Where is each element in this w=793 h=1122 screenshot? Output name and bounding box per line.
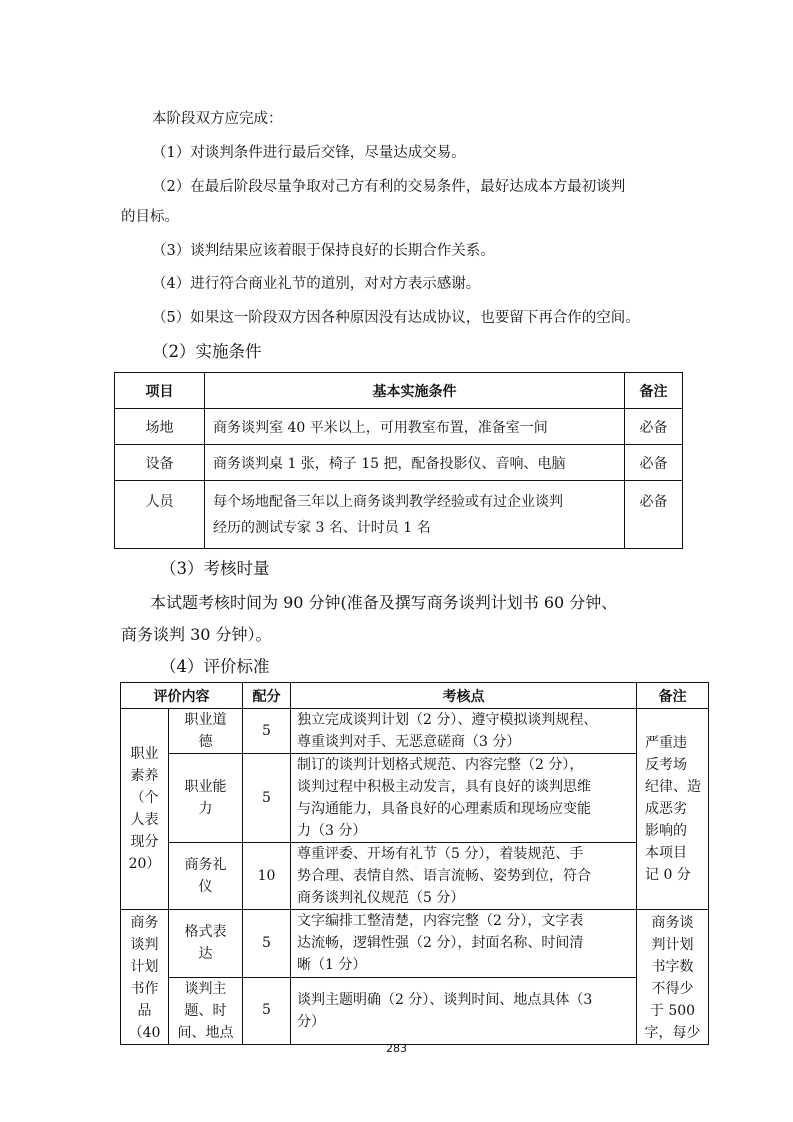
row-condition: 商务谈判室 40 平米以上，可用教室布置，准备室一间 xyxy=(205,409,625,445)
row-condition xyxy=(205,481,625,549)
group-label-line: 职业 xyxy=(130,746,159,762)
sub-item-line: 职业道 xyxy=(184,712,227,728)
remark-line: 成恶劣 xyxy=(645,801,687,817)
group-label-line: 书作 xyxy=(130,981,159,997)
header-item: 项目 xyxy=(115,373,205,409)
sub-item-line: 题、时 xyxy=(184,1002,227,1019)
header-evaluation-content: 评价内容 xyxy=(121,683,243,709)
points-line: 文字编排工整清楚，内容完整（2 分），文字表 xyxy=(297,913,584,930)
header-condition: 基本实施条件 xyxy=(205,373,625,409)
row-note: 必备 xyxy=(625,445,683,481)
points-line: 尊重评委、开场有礼节（5 分），着装规范、手 xyxy=(297,846,584,862)
remark-line: 记 0 分 xyxy=(645,867,691,883)
group-label-line: 谈判 xyxy=(130,937,159,953)
group-label-line: 商务 xyxy=(130,915,159,931)
group-remarks-professional-quality xyxy=(637,709,709,910)
group-label-line: 20） xyxy=(128,856,161,872)
points-line: 力（3 分） xyxy=(297,823,367,839)
score-cell: 5 xyxy=(243,977,291,1045)
group-label-line: （个 xyxy=(130,790,159,806)
table-row xyxy=(121,843,709,910)
sub-item-label xyxy=(169,977,243,1045)
points-line: 制订的谈判计划格式规范、内容完整（2 分）， xyxy=(297,757,584,773)
table-row xyxy=(121,910,709,978)
sub-item-label xyxy=(169,910,243,978)
remark-line: 商务谈 xyxy=(651,915,694,931)
sub-item-label xyxy=(169,709,243,754)
sub-item-line: 仪 xyxy=(198,879,213,895)
remark-line: 影响的 xyxy=(645,823,687,839)
paragraph-item-3: （3）谈判结果应该着眼于保持良好的长期合作关系。 xyxy=(152,243,495,259)
assessment-points-cell xyxy=(291,910,637,978)
sub-item-line: 商务礼 xyxy=(184,857,227,873)
row-condition: 商务谈判桌 1 张，椅子 15 把，配备投影仪、音响、电脑 xyxy=(205,445,625,481)
points-line: 分） xyxy=(297,1013,325,1030)
points-line: 商务谈判礼仪规范（5 分） xyxy=(297,890,465,906)
conditions-header-row xyxy=(115,373,683,409)
points-line: 独立完成谈判计划（2 分）、遵守模拟谈判规程、 xyxy=(297,712,598,728)
section-heading-duration: （3）考核时量 xyxy=(160,559,270,578)
group-label-professional-quality xyxy=(121,709,169,910)
group-remarks-negotiation-plan xyxy=(637,910,709,1045)
table-row xyxy=(121,977,709,1045)
points-line: 谈判过程中积极主动发言，具有良好的谈判思维 xyxy=(297,779,591,795)
sub-item-line: 力 xyxy=(198,801,213,817)
group-label-line: 现分 xyxy=(130,834,159,850)
table-row xyxy=(121,754,709,843)
paragraph-item-2-line-2: 的目标。 xyxy=(121,209,179,225)
remark-line: 于 500 xyxy=(649,1003,696,1019)
table-row xyxy=(121,709,709,754)
row-item: 人员 xyxy=(115,481,205,549)
remark-line: 严重违 xyxy=(645,735,687,751)
group-label-line: 品 xyxy=(137,1003,152,1019)
paragraph-item-4: （4）进行符合商业礼节的道别，对对方表示感谢。 xyxy=(152,276,481,292)
points-line: 尊重谈判对手、无恶意磋商（3 分） xyxy=(297,734,521,750)
header-note: 备注 xyxy=(625,373,683,409)
page-number: 283 xyxy=(386,1042,407,1055)
header-assessment-points: 考核点 xyxy=(291,683,637,709)
score-cell: 10 xyxy=(243,843,291,910)
group-label-line: 计划 xyxy=(130,959,159,975)
table-row xyxy=(115,481,683,549)
sub-item-line: 德 xyxy=(198,734,213,750)
assessment-points-cell xyxy=(291,709,637,754)
criteria-table xyxy=(120,682,709,1045)
remark-line: 判计划 xyxy=(651,937,694,953)
paragraph-item-2-line-1: （2）在最后阶段尽量争取对己方有利的交易条件，最好达成本方最初谈判 xyxy=(152,179,626,195)
sub-item-line: 格式表 xyxy=(184,924,227,941)
section-heading-criteria: （4）评价标准 xyxy=(160,657,270,676)
points-line: 与沟通能力，具备良好的心理素质和现场应变能 xyxy=(297,801,591,817)
points-line: 势合理、表情自然、语言流畅、姿势到位，符合 xyxy=(297,868,591,884)
table-row xyxy=(115,445,683,481)
table-row xyxy=(115,409,683,445)
conditions-table xyxy=(114,372,683,549)
assessment-points-cell xyxy=(291,977,637,1045)
assessment-points-cell xyxy=(291,843,637,910)
score-cell: 5 xyxy=(243,754,291,843)
row-note: 必备 xyxy=(625,409,683,445)
row-item: 场地 xyxy=(115,409,205,445)
assessment-points-cell xyxy=(291,754,637,843)
group-label-line: 人表 xyxy=(130,812,159,828)
remark-line: 纪律、造 xyxy=(645,779,701,795)
group-label-line: （40 xyxy=(128,1025,161,1041)
sub-item-line: 达 xyxy=(198,946,213,963)
points-line: 达流畅，逻辑性强（2 分），封面名称、时间清 xyxy=(297,935,584,952)
condition-line: 每个场地配备三年以上商务谈判教学经验或有过企业谈判 xyxy=(213,494,563,510)
row-item: 设备 xyxy=(115,445,205,481)
criteria-header-row xyxy=(121,683,709,709)
score-cell: 5 xyxy=(243,709,291,754)
sub-item-line: 间、地点 xyxy=(177,1024,234,1041)
sub-item-line: 职业能 xyxy=(184,779,227,795)
duration-line-1: 本试题考核时间为 90 分钟(准备及撰写商务谈判计划书 60 分钟、 xyxy=(150,593,618,612)
score-cell: 5 xyxy=(243,910,291,978)
points-line: 谈判主题明确（2 分）、谈判时间、地点具体（3 xyxy=(297,991,593,1008)
sub-item-line: 谈判主 xyxy=(184,980,227,997)
group-label-line: 素养 xyxy=(130,768,159,784)
paragraph-intro: 本阶段双方应完成： xyxy=(152,111,283,127)
group-label-negotiation-plan xyxy=(121,910,169,1045)
remark-line: 反考场 xyxy=(645,757,687,773)
remark-line: 本项目 xyxy=(645,845,687,861)
remark-line: 字，每少 xyxy=(644,1025,701,1041)
section-heading-conditions: （2）实施条件 xyxy=(152,342,262,361)
paragraph-item-1: （1）对谈判条件进行最后交锋，尽量达成交易。 xyxy=(152,145,466,161)
row-note: 必备 xyxy=(625,481,683,549)
sub-item-label xyxy=(169,843,243,910)
header-remarks: 备注 xyxy=(637,683,709,709)
sub-item-label xyxy=(169,754,243,843)
points-line: 晰（1 分） xyxy=(297,957,367,974)
duration-line-2: 商务谈判 30 分钟）。 xyxy=(121,625,272,644)
header-score: 配分 xyxy=(243,683,291,709)
remark-line: 书字数 xyxy=(651,959,694,975)
paragraph-item-5: （5）如果这一阶段双方因各种原因没有达成协议，也要留下再合作的空间。 xyxy=(152,310,640,326)
condition-line: 经历的测试专家 3 名、计时员 1 名 xyxy=(213,520,431,536)
remark-line: 不得少 xyxy=(651,981,694,997)
